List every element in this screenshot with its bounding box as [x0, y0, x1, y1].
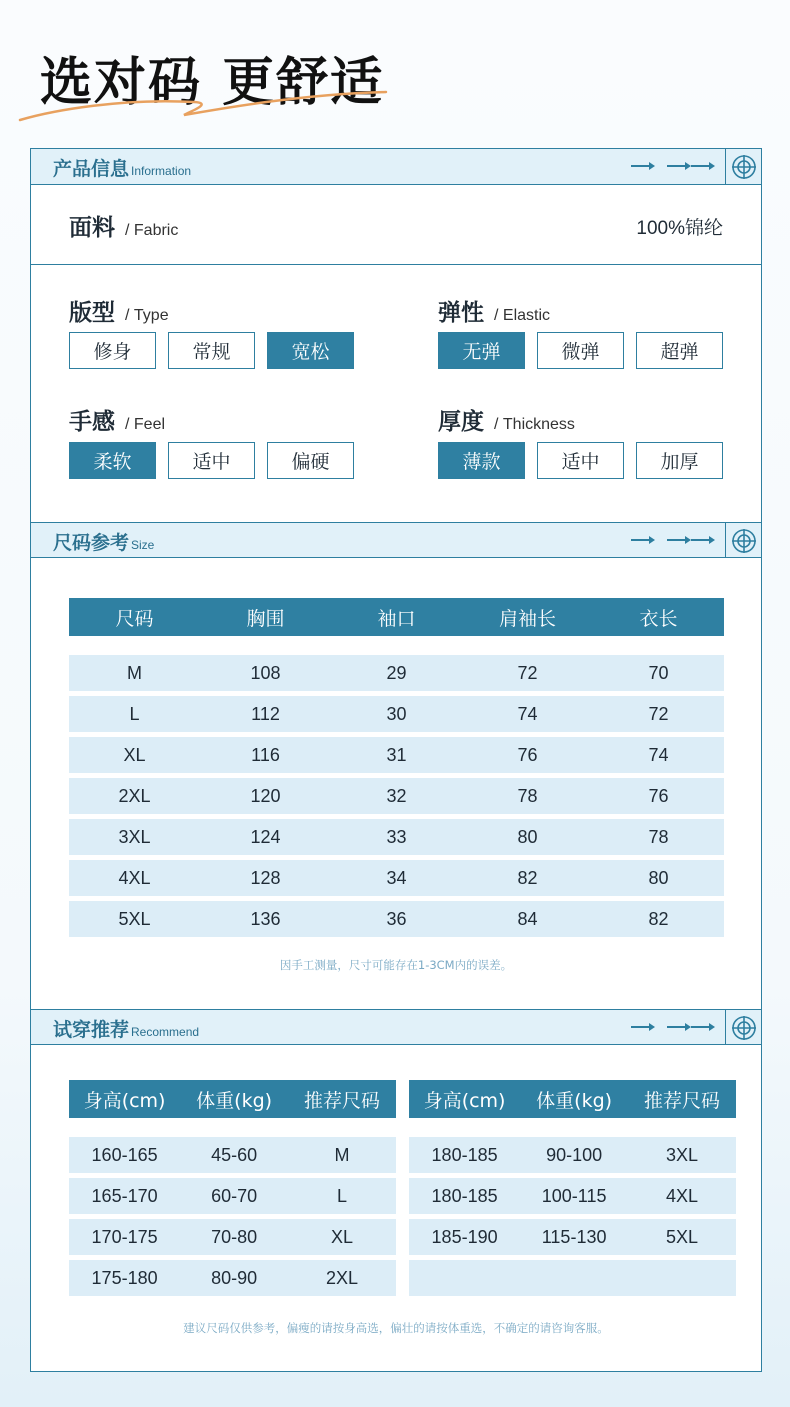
table-cell: 30 — [331, 696, 462, 732]
table-cell: 185-190 — [409, 1219, 520, 1255]
table-row — [69, 655, 724, 691]
thickness-option-thick[interactable]: 加厚 — [636, 442, 723, 479]
table-cell: 165-170 — [69, 1178, 180, 1214]
crosshair-icon — [731, 1015, 757, 1041]
table-cell: 78 — [593, 819, 724, 855]
recommend-col-header: 推荐尺码 — [628, 1080, 736, 1118]
table-row — [409, 1219, 736, 1255]
table-cell: 84 — [462, 901, 593, 937]
recommend-col-header: 体重(kg) — [180, 1080, 288, 1118]
table-row — [69, 1219, 396, 1255]
type-options — [69, 332, 354, 369]
section-title-recommend: 试穿推荐 — [53, 1019, 130, 1041]
table-cell: 76 — [593, 778, 724, 814]
table-row — [69, 901, 724, 937]
table-row — [69, 696, 724, 732]
table-cell: 5XL — [69, 901, 200, 937]
table-cell: 32 — [331, 778, 462, 814]
table-cell — [409, 1260, 520, 1296]
product-card — [30, 148, 762, 1372]
table-cell — [520, 1260, 628, 1296]
type-sub: / Type — [125, 307, 169, 324]
recommend-note: 建议尺码仅供参考，偏瘦的请按身高选，偏壮的请按体重选，不确定的请咨询客服。 — [183, 1321, 609, 1335]
table-cell: 124 — [200, 819, 331, 855]
table-cell: 115-130 — [520, 1219, 628, 1255]
table-cell: XL — [288, 1219, 396, 1255]
feel-option-medium[interactable]: 适中 — [168, 442, 255, 479]
size-col-header: 袖口 — [331, 598, 462, 636]
elastic-option-slight[interactable]: 微弹 — [537, 332, 624, 369]
recommend-table-right — [409, 1075, 736, 1301]
table-cell: 4XL — [69, 860, 200, 896]
feel-option-hard[interactable]: 偏硬 — [267, 442, 354, 479]
size-col-header: 肩袖长 — [462, 598, 593, 636]
thickness-option-thin[interactable]: 薄款 — [438, 442, 525, 479]
feel-option-soft[interactable]: 柔软 — [69, 442, 156, 479]
section-subtitle-size: Size — [131, 538, 155, 552]
size-table-header — [69, 598, 724, 636]
recommend-col-header: 推荐尺码 — [288, 1080, 396, 1118]
fabric-value: 100%锦纶 — [636, 218, 723, 239]
table-row — [69, 819, 724, 855]
table-row — [409, 1137, 736, 1173]
arrow-right-icon — [631, 1021, 715, 1033]
table-cell: 70-80 — [180, 1219, 288, 1255]
recommend-col-header: 身高(cm) — [409, 1080, 520, 1118]
table-cell: 78 — [462, 778, 593, 814]
size-col-header: 衣长 — [593, 598, 724, 636]
recommend-col-header: 身高(cm) — [69, 1080, 180, 1118]
type-label: 版型 — [69, 300, 115, 326]
table-row — [69, 778, 724, 814]
crosshair-icon — [731, 528, 757, 554]
elastic-option-high[interactable]: 超弹 — [636, 332, 723, 369]
table-cell: 90-100 — [520, 1137, 628, 1173]
table-row — [69, 1178, 396, 1214]
table-cell: 170-175 — [69, 1219, 180, 1255]
elastic-option-none[interactable]: 无弹 — [438, 332, 525, 369]
table-cell: 80 — [462, 819, 593, 855]
thickness-options — [438, 442, 723, 479]
table-cell: 175-180 — [69, 1260, 180, 1296]
page-title: 选对码 更舒适 — [40, 53, 385, 113]
table-cell: 3XL — [69, 819, 200, 855]
type-option-loose[interactable]: 宽松 — [267, 332, 354, 369]
table-cell: 136 — [200, 901, 331, 937]
table-cell: 72 — [462, 655, 593, 691]
section-header-recommend — [31, 1009, 761, 1045]
table-row — [69, 860, 724, 896]
table-cell: M — [288, 1137, 396, 1173]
table-cell: 5XL — [628, 1219, 736, 1255]
section-subtitle-info: Information — [131, 164, 192, 178]
table-cell: XL — [69, 737, 200, 773]
table-cell: 34 — [331, 860, 462, 896]
table-cell: 33 — [331, 819, 462, 855]
table-row — [409, 1178, 736, 1214]
recommend-col-header: 体重(kg) — [520, 1080, 628, 1118]
arrow-right-icon — [631, 160, 715, 172]
table-cell: 60-70 — [180, 1178, 288, 1214]
section-title-size: 尺码参考 — [53, 532, 130, 554]
table-cell: 31 — [331, 737, 462, 773]
table-cell: 108 — [200, 655, 331, 691]
table-cell: 80 — [593, 860, 724, 896]
elastic-sub: / Elastic — [494, 307, 551, 324]
table-cell: L — [69, 696, 200, 732]
thickness-option-medium[interactable]: 适中 — [537, 442, 624, 479]
table-cell: 120 — [200, 778, 331, 814]
table-row — [69, 1260, 396, 1296]
recommend-table-left — [69, 1075, 396, 1301]
swoosh-decoration — [14, 82, 394, 128]
table-row — [69, 737, 724, 773]
fabric-sub: / Fabric — [125, 222, 179, 239]
elastic-label: 弹性 — [438, 300, 484, 326]
table-cell: 100-115 — [520, 1178, 628, 1214]
section-header-size — [31, 522, 761, 558]
section-header-info — [31, 149, 761, 185]
crosshair-icon — [731, 154, 757, 180]
table-row — [69, 1137, 396, 1173]
table-cell: 128 — [200, 860, 331, 896]
table-cell: 82 — [462, 860, 593, 896]
table-cell: 112 — [200, 696, 331, 732]
table-cell: 72 — [593, 696, 724, 732]
size-col-header: 尺码 — [69, 598, 200, 636]
arrow-right-icon — [631, 534, 715, 546]
table-cell: 74 — [593, 737, 724, 773]
table-cell: 80-90 — [180, 1260, 288, 1296]
section-title-info: 产品信息 — [53, 158, 130, 180]
table-cell: 76 — [462, 737, 593, 773]
table-cell: 82 — [593, 901, 724, 937]
table-cell: 160-165 — [69, 1137, 180, 1173]
thickness-label: 厚度 — [438, 409, 484, 435]
size-table — [69, 593, 724, 942]
fabric-row — [31, 185, 761, 265]
table-cell: 2XL — [69, 778, 200, 814]
table-cell: 180-185 — [409, 1178, 520, 1214]
elastic-options — [438, 332, 723, 369]
table-cell: 36 — [331, 901, 462, 937]
feel-options — [69, 442, 354, 479]
table-cell: 3XL — [628, 1137, 736, 1173]
feel-label: 手感 — [69, 409, 115, 435]
table-cell: 2XL — [288, 1260, 396, 1296]
table-cell: M — [69, 655, 200, 691]
section-subtitle-recommend: Recommend — [131, 1025, 200, 1039]
table-cell: 4XL — [628, 1178, 736, 1214]
table-cell: 116 — [200, 737, 331, 773]
thickness-sub: / Thickness — [494, 416, 575, 433]
type-option-regular[interactable]: 常规 — [168, 332, 255, 369]
table-cell: 180-185 — [409, 1137, 520, 1173]
fabric-label: 面料 — [69, 215, 115, 241]
table-cell: 74 — [462, 696, 593, 732]
table-cell — [628, 1260, 736, 1296]
size-col-header: 胸围 — [200, 598, 331, 636]
size-note: 因手工测量，尺寸可能存在1-3CM内的误差。 — [279, 958, 513, 972]
feel-sub: / Feel — [125, 416, 166, 433]
table-cell: 45-60 — [180, 1137, 288, 1173]
table-cell: L — [288, 1178, 396, 1214]
table-row — [409, 1260, 736, 1296]
table-cell: 70 — [593, 655, 724, 691]
table-cell: 29 — [331, 655, 462, 691]
type-option-slim[interactable]: 修身 — [69, 332, 156, 369]
